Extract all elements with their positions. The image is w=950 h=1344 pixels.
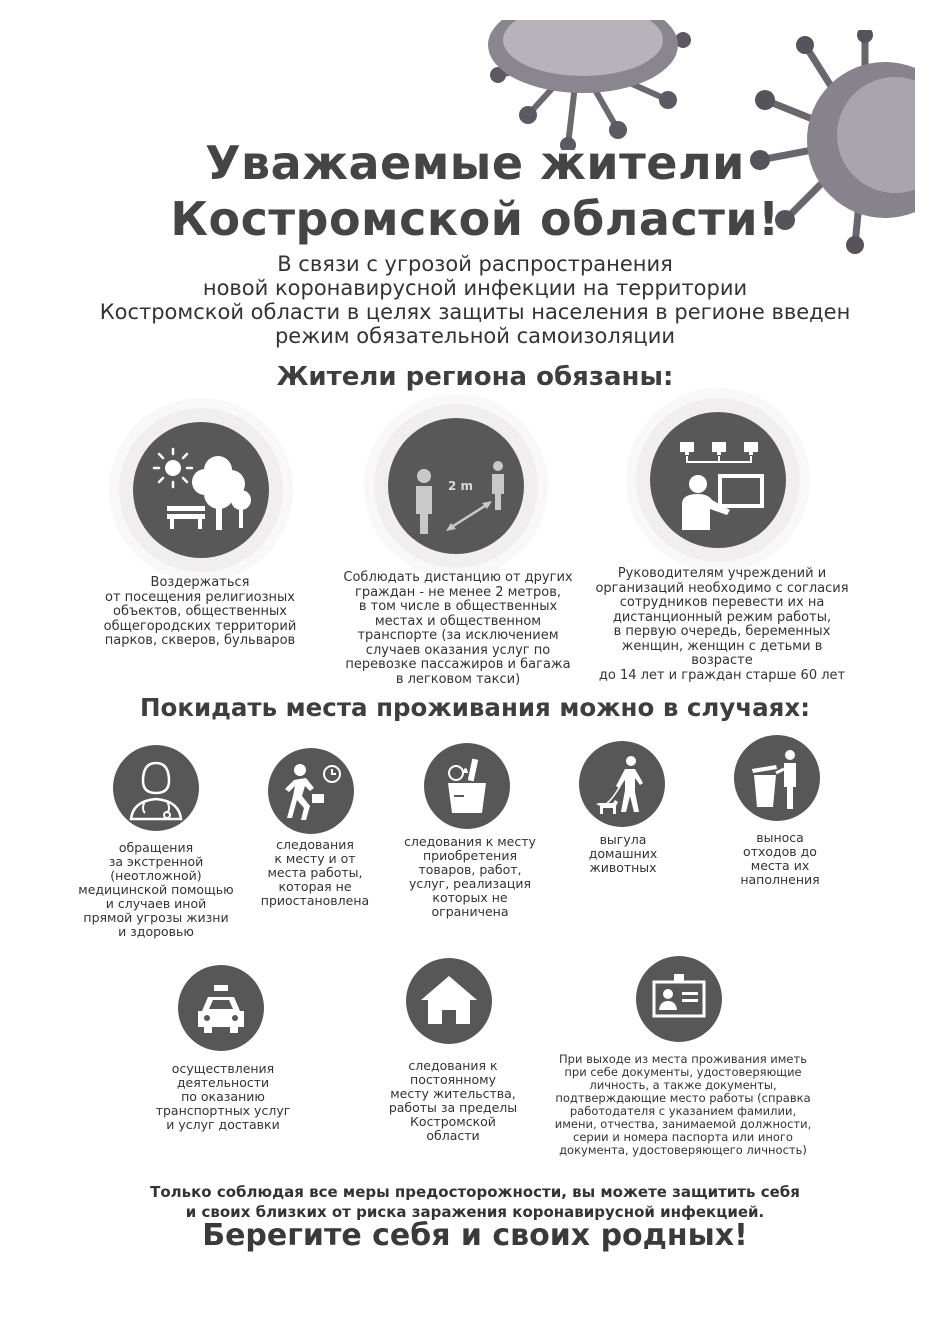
- obligations-heading: Жители региона обязаны:: [276, 362, 674, 392]
- doctor-icon: [113, 745, 199, 831]
- caption-line: работы за пределы: [388, 1100, 518, 1115]
- caption-line: Соблюдать дистанцию от других: [343, 570, 573, 585]
- id-card-icon: [636, 956, 722, 1042]
- caption-line: которая не: [278, 879, 352, 894]
- caption-line: по оказанию: [181, 1089, 265, 1104]
- caption-line: выгула: [599, 832, 647, 847]
- caption-line: ограничена: [431, 904, 509, 919]
- caption-line: обращения: [118, 840, 194, 855]
- remote-work-icon: [650, 412, 786, 548]
- caption-line: и здоровью: [118, 924, 194, 939]
- page-title: [0, 135, 950, 247]
- caption-line: приостановлена: [260, 893, 370, 908]
- taxi-icon: [178, 965, 264, 1051]
- caption-line: перевозке пассажиров и багажа: [345, 657, 571, 672]
- intro-text: [60, 252, 890, 348]
- caption-line: организаций необходимо с согласия: [595, 580, 849, 596]
- caption-line: осуществления: [171, 1061, 275, 1076]
- caption-line: объектов, общественных: [112, 604, 287, 619]
- intro-line-2: новой коронавирусной инфекции на территории: [202, 276, 748, 300]
- caption-line: документа, удостоверяющего личность): [559, 1143, 807, 1157]
- obligation-caption-3: [594, 567, 850, 683]
- caption-line: места их: [750, 858, 810, 873]
- caption-line: транспортных услуг: [155, 1103, 291, 1118]
- caption-line: парков, скверов, бульваров: [104, 633, 296, 648]
- caption-line: от посещения религиозных: [104, 589, 295, 605]
- obligation-caption-1: [100, 576, 300, 649]
- exception-caption-3: [400, 835, 540, 919]
- caption-line: дистанционный режим работы,: [612, 609, 832, 625]
- caption-line: следования: [276, 837, 354, 852]
- caption-line: приобретения: [422, 848, 517, 863]
- caption-line: Воздержаться: [150, 575, 250, 590]
- caption-line: в первую очередь, беременных: [613, 624, 831, 639]
- caption-line: в легковом такси): [395, 671, 521, 687]
- caption-line: и случаев иной: [105, 896, 207, 911]
- footer-line-1: Только соблюдая все меры предосторожности, вы можете защитить себя: [150, 1183, 800, 1201]
- caption-line: медицинской помощью: [78, 882, 234, 897]
- caption-line: При выходе из места проживания иметь: [559, 1052, 807, 1066]
- caption-line: места работы,: [267, 865, 363, 880]
- caption-line: которых не: [432, 890, 508, 905]
- title-line-1: Уважаемые жители: [205, 136, 745, 190]
- caption-line: в том числе в общественных: [358, 599, 558, 614]
- caption-line: услуг, реализация: [408, 876, 532, 891]
- caption-line: домашних: [588, 846, 658, 861]
- caption-line: за экстренной: [108, 854, 204, 869]
- caption-line: месту жительства,: [390, 1086, 516, 1101]
- caption-line: граждан - не менее 2 метров,: [354, 584, 561, 600]
- caption-line: до 14 лет и граждан старше 60 лет: [598, 667, 846, 683]
- caption-line: серии и номера паспорта или иного: [573, 1130, 793, 1144]
- caption-line: деятельности: [176, 1075, 270, 1090]
- distance-label: 2 m: [448, 479, 474, 493]
- caption-line: общегородских территорий: [103, 618, 297, 634]
- caption-line: прямой угрозы жизни: [83, 910, 229, 925]
- caption-line: транспорте (за исключением: [357, 628, 559, 643]
- obligation-caption-2: [338, 571, 578, 687]
- dog-walk-icon: [579, 741, 665, 827]
- exceptions-heading: Покидать места проживания можно в случаях:: [139, 693, 811, 722]
- caption-line: следования к: [408, 1058, 498, 1073]
- intro-line-4: режим обязательной самоизоляции: [274, 324, 676, 348]
- caption-line: (неотложной): [110, 868, 202, 883]
- caption-line: и услуг доставки: [166, 1117, 280, 1132]
- footer-slogan: Берегите себя и своих родных!: [202, 1218, 748, 1253]
- caption-line: Костромской: [410, 1114, 496, 1129]
- grocery-icon: [424, 743, 510, 829]
- caption-line: женщин, женщин с детьми в возрасте: [621, 638, 823, 668]
- exception-caption-5: [720, 831, 840, 887]
- caption-line: сотрудников перевести их на: [619, 595, 825, 610]
- exception-caption-8: [548, 1053, 818, 1157]
- exception-caption-2: [250, 838, 380, 908]
- caption-line: случаев оказания услуг по: [365, 642, 551, 658]
- caption-line: области: [426, 1128, 480, 1143]
- caption-line: работодателя с указанием фамилии,: [569, 1104, 797, 1118]
- intro-line-1: В связи с угрозой распространения: [277, 252, 673, 276]
- footer-line-2: и своих близких от риска заражения коронавирусной инфекцией.: [185, 1203, 765, 1221]
- exception-caption-1: [78, 841, 234, 939]
- intro-line-3: Костромской области в целях защиты населения в регионе введен: [99, 300, 851, 324]
- caption-line: следования к месту: [404, 834, 536, 849]
- caption-line: подтверждающие место работы (справка: [555, 1091, 811, 1105]
- caption-line: личность, а также документы,: [589, 1078, 777, 1092]
- caption-line: имени, отчества, занимаемой должности,: [554, 1117, 812, 1131]
- caption-line: местах и общественном: [374, 613, 542, 629]
- exception-caption-6: [150, 1062, 296, 1132]
- distance-icon: [388, 418, 524, 554]
- caption-line: выноса: [756, 830, 804, 845]
- virus-illustration-left: [468, 20, 698, 150]
- trash-icon: [734, 735, 820, 821]
- exception-caption-4: [568, 833, 678, 875]
- caption-line: наполнения: [740, 872, 820, 887]
- park-icon: [133, 422, 269, 558]
- commute-icon: [268, 748, 354, 834]
- caption-line: отходов до: [743, 844, 817, 859]
- caption-line: при себе документы, удостоверяющие: [564, 1065, 802, 1079]
- caption-line: постоянному: [410, 1072, 496, 1087]
- home-icon: [406, 958, 492, 1044]
- caption-line: товаров, работ,: [418, 862, 522, 877]
- exception-caption-7: [380, 1059, 526, 1143]
- title-line-2: Костромской области!: [170, 192, 780, 246]
- caption-line: животных: [589, 860, 657, 875]
- caption-line: к месту и от: [274, 851, 356, 866]
- caption-line: Руководителям учреждений и: [617, 566, 827, 581]
- footer-warning: [0, 1182, 950, 1222]
